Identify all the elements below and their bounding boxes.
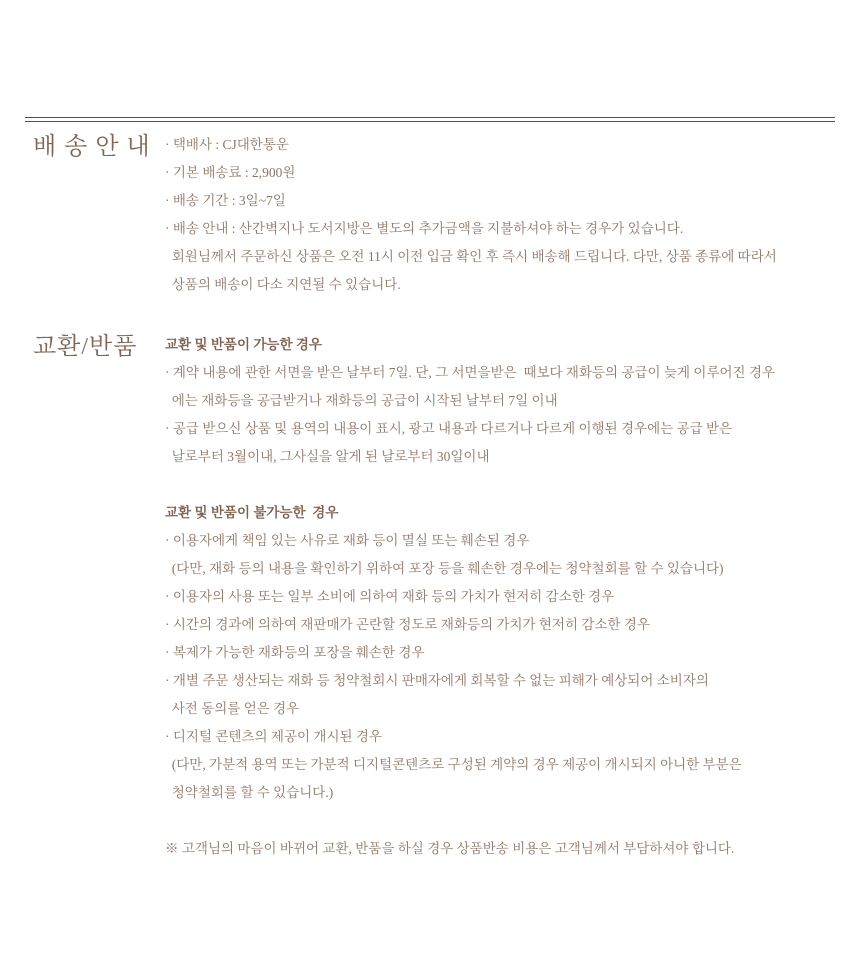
text-line: 사전 동의를 얻은 경우 [165, 701, 300, 716]
top-divider [25, 117, 835, 122]
text-line: · 기본 배송료 : 2,900원 [165, 165, 296, 180]
policy-content [33, 131, 835, 863]
policy-subheading: 교환 및 반품이 불가능한 경우 [165, 505, 339, 520]
blank-line [165, 807, 835, 835]
text-line: · 배송 기간 : 3일~7일 [165, 193, 286, 208]
text-line: · 이용자에게 책임 있는 사유로 재화 등이 멸실 또는 훼손된 경우 [165, 533, 530, 548]
text-line: (다만, 재화 등의 내용을 확인하기 위하여 포장 등을 훼손한 경우에는 청약철회를 할 수 있습니다) [165, 561, 724, 576]
text-line: 날로부터 3월이내, 그사실을 알게 된 날로부터 30일이내 [165, 449, 490, 464]
shipping-info-body [165, 131, 835, 299]
note-line: ※ 고객님의 마음이 바뀌어 교환, 반품을 하실 경우 상품반송 비용은 고객님께서 부담하셔야 합니다. [165, 841, 735, 856]
text-line: 에는 재화등을 공급받거나 재화등의 공급이 시작된 날부터 7일 이내 [165, 393, 558, 408]
text-line: · 계약 내용에 관한 서면을 받은 날부터 7일. 단, 그 서면을받은 때보다 재화등의 공급이 늦게 이루어진 경우 [165, 365, 776, 380]
text-line: · 디지털 콘텐츠의 제공이 개시된 경우 [165, 729, 382, 744]
text-line: · 공급 받으신 상품 및 용역의 내용이 표시, 광고 내용과 다르거나 다르게 이행된 경우에는 공급 받은 [165, 421, 733, 436]
text-line: · 택배사 : CJ대한통운 [165, 137, 289, 152]
text-line: · 개별 주문 생산되는 재화 등 청약철회시 판매자에게 회복할 수 없는 피해가 예상되어 소비자의 [165, 673, 709, 688]
text-line: 회원님께서 주문하신 상품은 오전 11시 이전 입금 확인 후 즉시 배송해 드립니다. 다만, 상품 종류에 따라서 [165, 249, 777, 264]
text-line: 청약철회를 할 수 있습니다.) [165, 785, 334, 800]
text-line: (다만, 가분적 용역 또는 가분적 디지털콘텐츠로 구성된 계약의 경우 제공이 개시되지 아니한 부분은 [165, 757, 742, 772]
exchange-return-body [165, 331, 835, 863]
text-line: 상품의 배송이 다소 지연될 수 있습니다. [165, 277, 401, 292]
text-line: · 시간의 경과에 의하여 재판매가 곤란할 정도로 재화등의 가치가 현저히 감소한 경우 [165, 617, 651, 632]
text-line: · 배송 안내 : 산간벽지나 도서지방은 별도의 추가금액을 지불하셔야 하는 경우가 있습니다. [165, 221, 684, 236]
text-line: · 이용자의 사용 또는 일부 소비에 의하여 재화 등의 가치가 현저히 감소한 경우 [165, 589, 615, 604]
shipping-info-section [33, 131, 835, 299]
policy-subheading: 교환 및 반품이 가능한 경우 [165, 337, 322, 352]
exchange-return-section [33, 331, 835, 863]
exchange-return-heading: 교환/반품 [33, 334, 138, 360]
shipping-info-heading: 배 송 안 내 [33, 134, 151, 160]
text-line: · 복제가 가능한 재화등의 포장을 훼손한 경우 [165, 645, 425, 660]
blank-line [165, 471, 835, 499]
